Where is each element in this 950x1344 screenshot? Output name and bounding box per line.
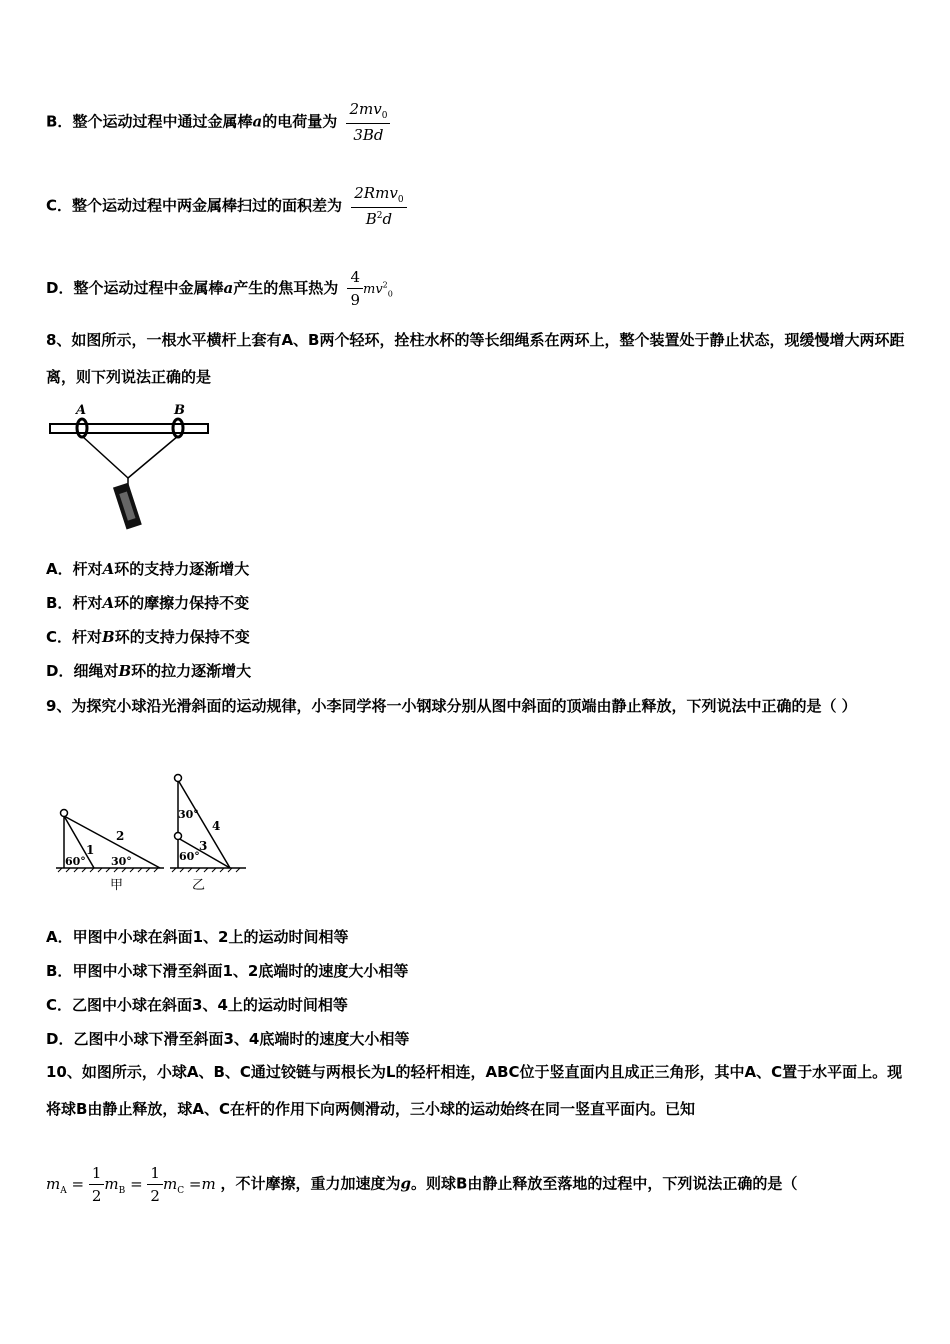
figure-yi — [170, 775, 246, 894]
q8-option-a[interactable]: A．杆对A环的支持力逐渐增大 — [46, 560, 250, 578]
q9-stem: 9、为探究小球沿光滑斜面的运动规律，小李同学将一小钢球分别从图中斜面的顶端由静止释放，下列说法中正确的是（ ） — [46, 697, 857, 715]
q8-figure — [46, 398, 216, 538]
option-text: 整个运动过程中金属棒 — [73, 279, 224, 297]
fraction: $\frac{2mv_0}{3Bd}$ — [346, 100, 390, 144]
angle-30-label: 30° — [111, 855, 132, 868]
q9-option-a[interactable]: A．甲图中小球在斜面1、2上的运动时间相等 — [46, 928, 349, 946]
fraction: $\frac{4}{9}$ — [347, 268, 363, 309]
caption-jia: 甲 — [110, 878, 124, 893]
variable: a — [223, 279, 234, 297]
q7-option-b[interactable] — [46, 100, 390, 144]
q9-option-d[interactable]: D．乙图中小球下滑至斜面3、4底端时的速度大小相等 — [46, 1030, 410, 1048]
option-label: D． — [46, 662, 74, 680]
option-label: C． — [46, 628, 73, 646]
option-label: B． — [46, 962, 73, 980]
mass-equation: $m_A$ = $\frac{1}{2}$ $m_B$ = $\frac{1}{2}$ $m_C =m$ — [46, 1164, 216, 1205]
q8-option-d[interactable]: D．细绳对B环的拉力逐渐增大 — [46, 662, 252, 680]
option-text: 整个运动过程中通过金属棒 — [72, 112, 253, 131]
option-label: B． — [46, 112, 73, 131]
option-label: D． — [46, 279, 74, 297]
figure-jia — [56, 810, 164, 894]
q10-stem: 10、如图所示，小球A、B、C通过铰链与两根长为L的轻杆相连，ABC位于竖直面内且成正三角形，其中A、C置于水平面上。现将球B由静止释放，球A、C在杆的作用下向两侧滑动，三小球的运动始终在同一竖直平面内。已知 — [46, 1063, 903, 1118]
q8-option-c[interactable]: C．杆对B环的支持力保持不变 — [46, 628, 250, 646]
option-text-tail: 的电荷量为 — [262, 112, 338, 131]
q7-option-c[interactable] — [46, 184, 407, 228]
caption-yi: 乙 — [192, 878, 206, 893]
q9-option-b[interactable]: B．甲图中小球下滑至斜面1、2底端时的速度大小相等 — [46, 962, 409, 980]
option-label: B． — [46, 594, 73, 612]
q10-condition: $m_A$ = $\frac{1}{2}$ $m_B$ = $\frac{1}{2}$ $m_C =m$ ，不计摩擦，重力加速度为g。则球B由静止释放至落地的过程中，下列说法正确的是（ — [46, 1164, 798, 1205]
energy-expr: $mv^2_0$ — [363, 280, 393, 299]
option-label: C． — [46, 196, 73, 215]
fraction: $\frac{2Rmv_0}{B^2d}$ — [351, 184, 406, 228]
option-label: C． — [46, 996, 73, 1014]
q7-option-d[interactable] — [46, 268, 393, 309]
angle-60-label: 60° — [65, 855, 86, 868]
q9-option-c[interactable]: C．乙图中小球在斜面3、4上的运动时间相等 — [46, 996, 348, 1014]
option-text-tail: 产生的焦耳热为 — [233, 279, 339, 297]
string-a — [82, 436, 128, 478]
water-cup — [113, 483, 142, 530]
incline-1-label: 1 — [86, 843, 95, 857]
q8-stem: 8、如图所示，一根水平横杆上套有A、B两个轻环，拴柱水杯的等长细绳系在两环上，整个装置处于静止状态，现缓慢增大两环距离，则下列说法正确的是 — [46, 331, 905, 386]
option-label: A． — [46, 560, 73, 578]
variable: a — [252, 112, 263, 131]
option-label: D． — [46, 1030, 74, 1048]
option-label: A． — [46, 928, 73, 946]
q9-figure — [46, 768, 256, 898]
ring-a-label: A — [76, 403, 87, 418]
q8-option-b[interactable]: B．杆对A环的摩擦力保持不变 — [46, 594, 250, 612]
string-b — [128, 436, 178, 478]
ring-b-label: B — [174, 403, 185, 418]
angle-60-label: 60° — [179, 850, 200, 863]
angle-30-label: 30° — [178, 808, 199, 821]
option-text: 整个运动过程中两金属棒扫过的面积差为 — [72, 196, 343, 215]
incline-3-label: 3 — [199, 839, 208, 853]
incline-4-label: 4 — [212, 819, 221, 833]
incline-2-label: 2 — [116, 829, 125, 843]
